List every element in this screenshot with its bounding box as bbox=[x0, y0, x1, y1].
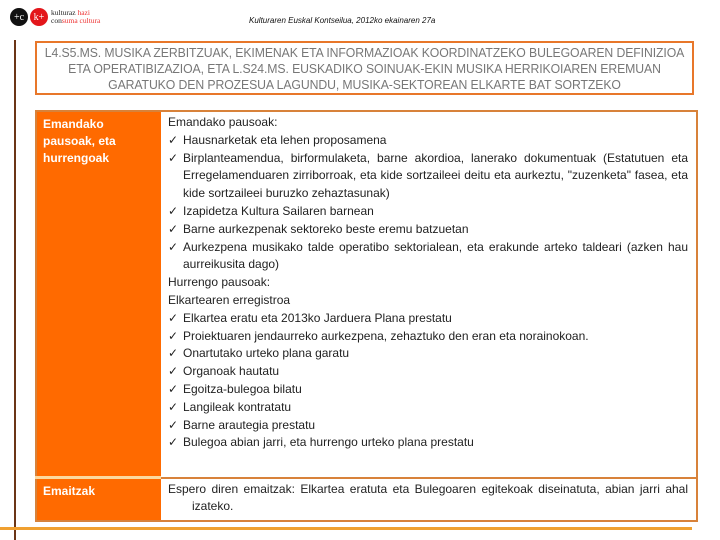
logo-text-1a: kulturaz bbox=[51, 8, 78, 17]
done-heading: Emandako pausoak: bbox=[168, 115, 278, 129]
list-item-text: Langileak kontratatu bbox=[183, 399, 292, 414]
list-item bbox=[168, 345, 688, 363]
check-icon: ✓ bbox=[168, 328, 179, 343]
check-icon: ✓ bbox=[168, 203, 179, 218]
list-item-text: Elkartea eratu eta 2013ko Jarduera Plana prestatu bbox=[183, 310, 452, 325]
list-item bbox=[168, 363, 688, 381]
list-item bbox=[168, 203, 688, 221]
check-icon: ✓ bbox=[168, 435, 179, 450]
row-label: Emandako pausoak, eta hurrengoak bbox=[36, 111, 161, 478]
check-icon: ✓ bbox=[168, 381, 179, 396]
check-icon: ✓ bbox=[168, 132, 179, 147]
next-heading: Hurrengo pausoak: bbox=[168, 275, 271, 290]
table-row bbox=[36, 111, 697, 478]
list-item-text: Barne arautegia prestatu bbox=[183, 417, 316, 432]
list-item-text: Izapidetza Kultura Sailaren barnean bbox=[183, 203, 374, 218]
row-label: Emaitzak bbox=[36, 478, 161, 522]
check-icon: ✓ bbox=[168, 221, 179, 236]
list-item-text: Hausnarketak eta lehen proposamena bbox=[183, 132, 387, 147]
list-item-text: Onartutako urteko plana garatu bbox=[183, 346, 350, 361]
logo bbox=[10, 8, 100, 26]
list-item bbox=[168, 150, 688, 203]
list-item bbox=[168, 417, 688, 435]
list-item bbox=[168, 239, 688, 275]
bottom-divider bbox=[0, 527, 692, 530]
logo-text-2b: suma cultura bbox=[61, 16, 101, 25]
next-subheading: Elkartearen erregistroa bbox=[168, 292, 291, 307]
table-row bbox=[36, 478, 697, 522]
check-icon: ✓ bbox=[168, 364, 179, 379]
check-icon: ✓ bbox=[168, 239, 179, 254]
logo-text-1b: hazi bbox=[77, 8, 90, 17]
list-item-text: Barne aurkezpenak sektoreko beste eremu batzuetan bbox=[183, 221, 469, 236]
slide-title: L4.S5.MS. MUSIKA ZERBITZUAK, EKIMENAK ETA INFORMAZIOAK KOORDINATZEKO BULEGOAREN DEFINIZIOA ETA OPERATIBIZAZIOA, ETA L.S24.MS. EUSKADIKO SOINUAK-EKIN MUSIKA HERRIKOIAREN EREMUAN GARATUKO DEN PROZESUA LAGUNDU, MUSIKA-SEKTOREAN ELKARTE BAT SORTZEKO bbox=[44, 46, 685, 92]
list-item-text: Aurkezpena musikako talde operatibo sektorialean, eta erakunde arteko taldeari (azken hau aurreikusita dago) bbox=[183, 239, 688, 272]
results-text: Espero diren emaitzak: Elkartea eratuta eta Bulegoaren egitekoak diseinatuta, abian jarri ahal izateko. bbox=[168, 481, 688, 514]
vertical-divider bbox=[14, 40, 16, 540]
content-table bbox=[35, 110, 698, 522]
list-item bbox=[168, 132, 688, 150]
list-item-text: Birplanteamendua, birformulaketa, barne akordioa, lanerako dokumentuak (Estatutuen eta Erregelamenduaren zirriborroak, eta kide sortzaileei deitu eta aurkeztu, "zuzenketa" fasea, eta kide sortzaileei buruzko zehaztasunak) bbox=[183, 150, 688, 201]
check-icon: ✓ bbox=[168, 150, 179, 165]
row-content bbox=[161, 111, 697, 478]
list-item bbox=[168, 328, 688, 346]
list-item-text: Proiektuaren jendaurreko aurkezpena, zehaztuko den eran eta norainokoan. bbox=[183, 328, 589, 343]
list-item bbox=[168, 399, 688, 417]
list-item-text: Bulegoa abian jarri, eta hurrengo urteko plana prestatu bbox=[183, 435, 474, 450]
check-icon: ✓ bbox=[168, 346, 179, 361]
list-item bbox=[168, 381, 688, 399]
done-list bbox=[168, 132, 688, 274]
check-icon: ✓ bbox=[168, 399, 179, 414]
logo-text-2a: con bbox=[51, 16, 62, 25]
logo-text bbox=[51, 9, 100, 25]
check-icon: ✓ bbox=[168, 417, 179, 432]
logo-circle-black: +c bbox=[10, 8, 28, 26]
list-item bbox=[168, 434, 688, 452]
check-icon: ✓ bbox=[168, 310, 179, 325]
list-item-text: Egoitza-bulegoa bilatu bbox=[183, 381, 302, 396]
list-item bbox=[168, 221, 688, 239]
header-text: Kulturaren Euskal Kontseilua, 2012ko ekainaren 27a bbox=[249, 16, 436, 25]
logo-circle-red: k+ bbox=[30, 8, 48, 26]
list-item-text: Organoak hautatu bbox=[183, 364, 280, 379]
list-item bbox=[168, 310, 688, 328]
row-content bbox=[161, 478, 697, 522]
next-list bbox=[168, 310, 688, 452]
